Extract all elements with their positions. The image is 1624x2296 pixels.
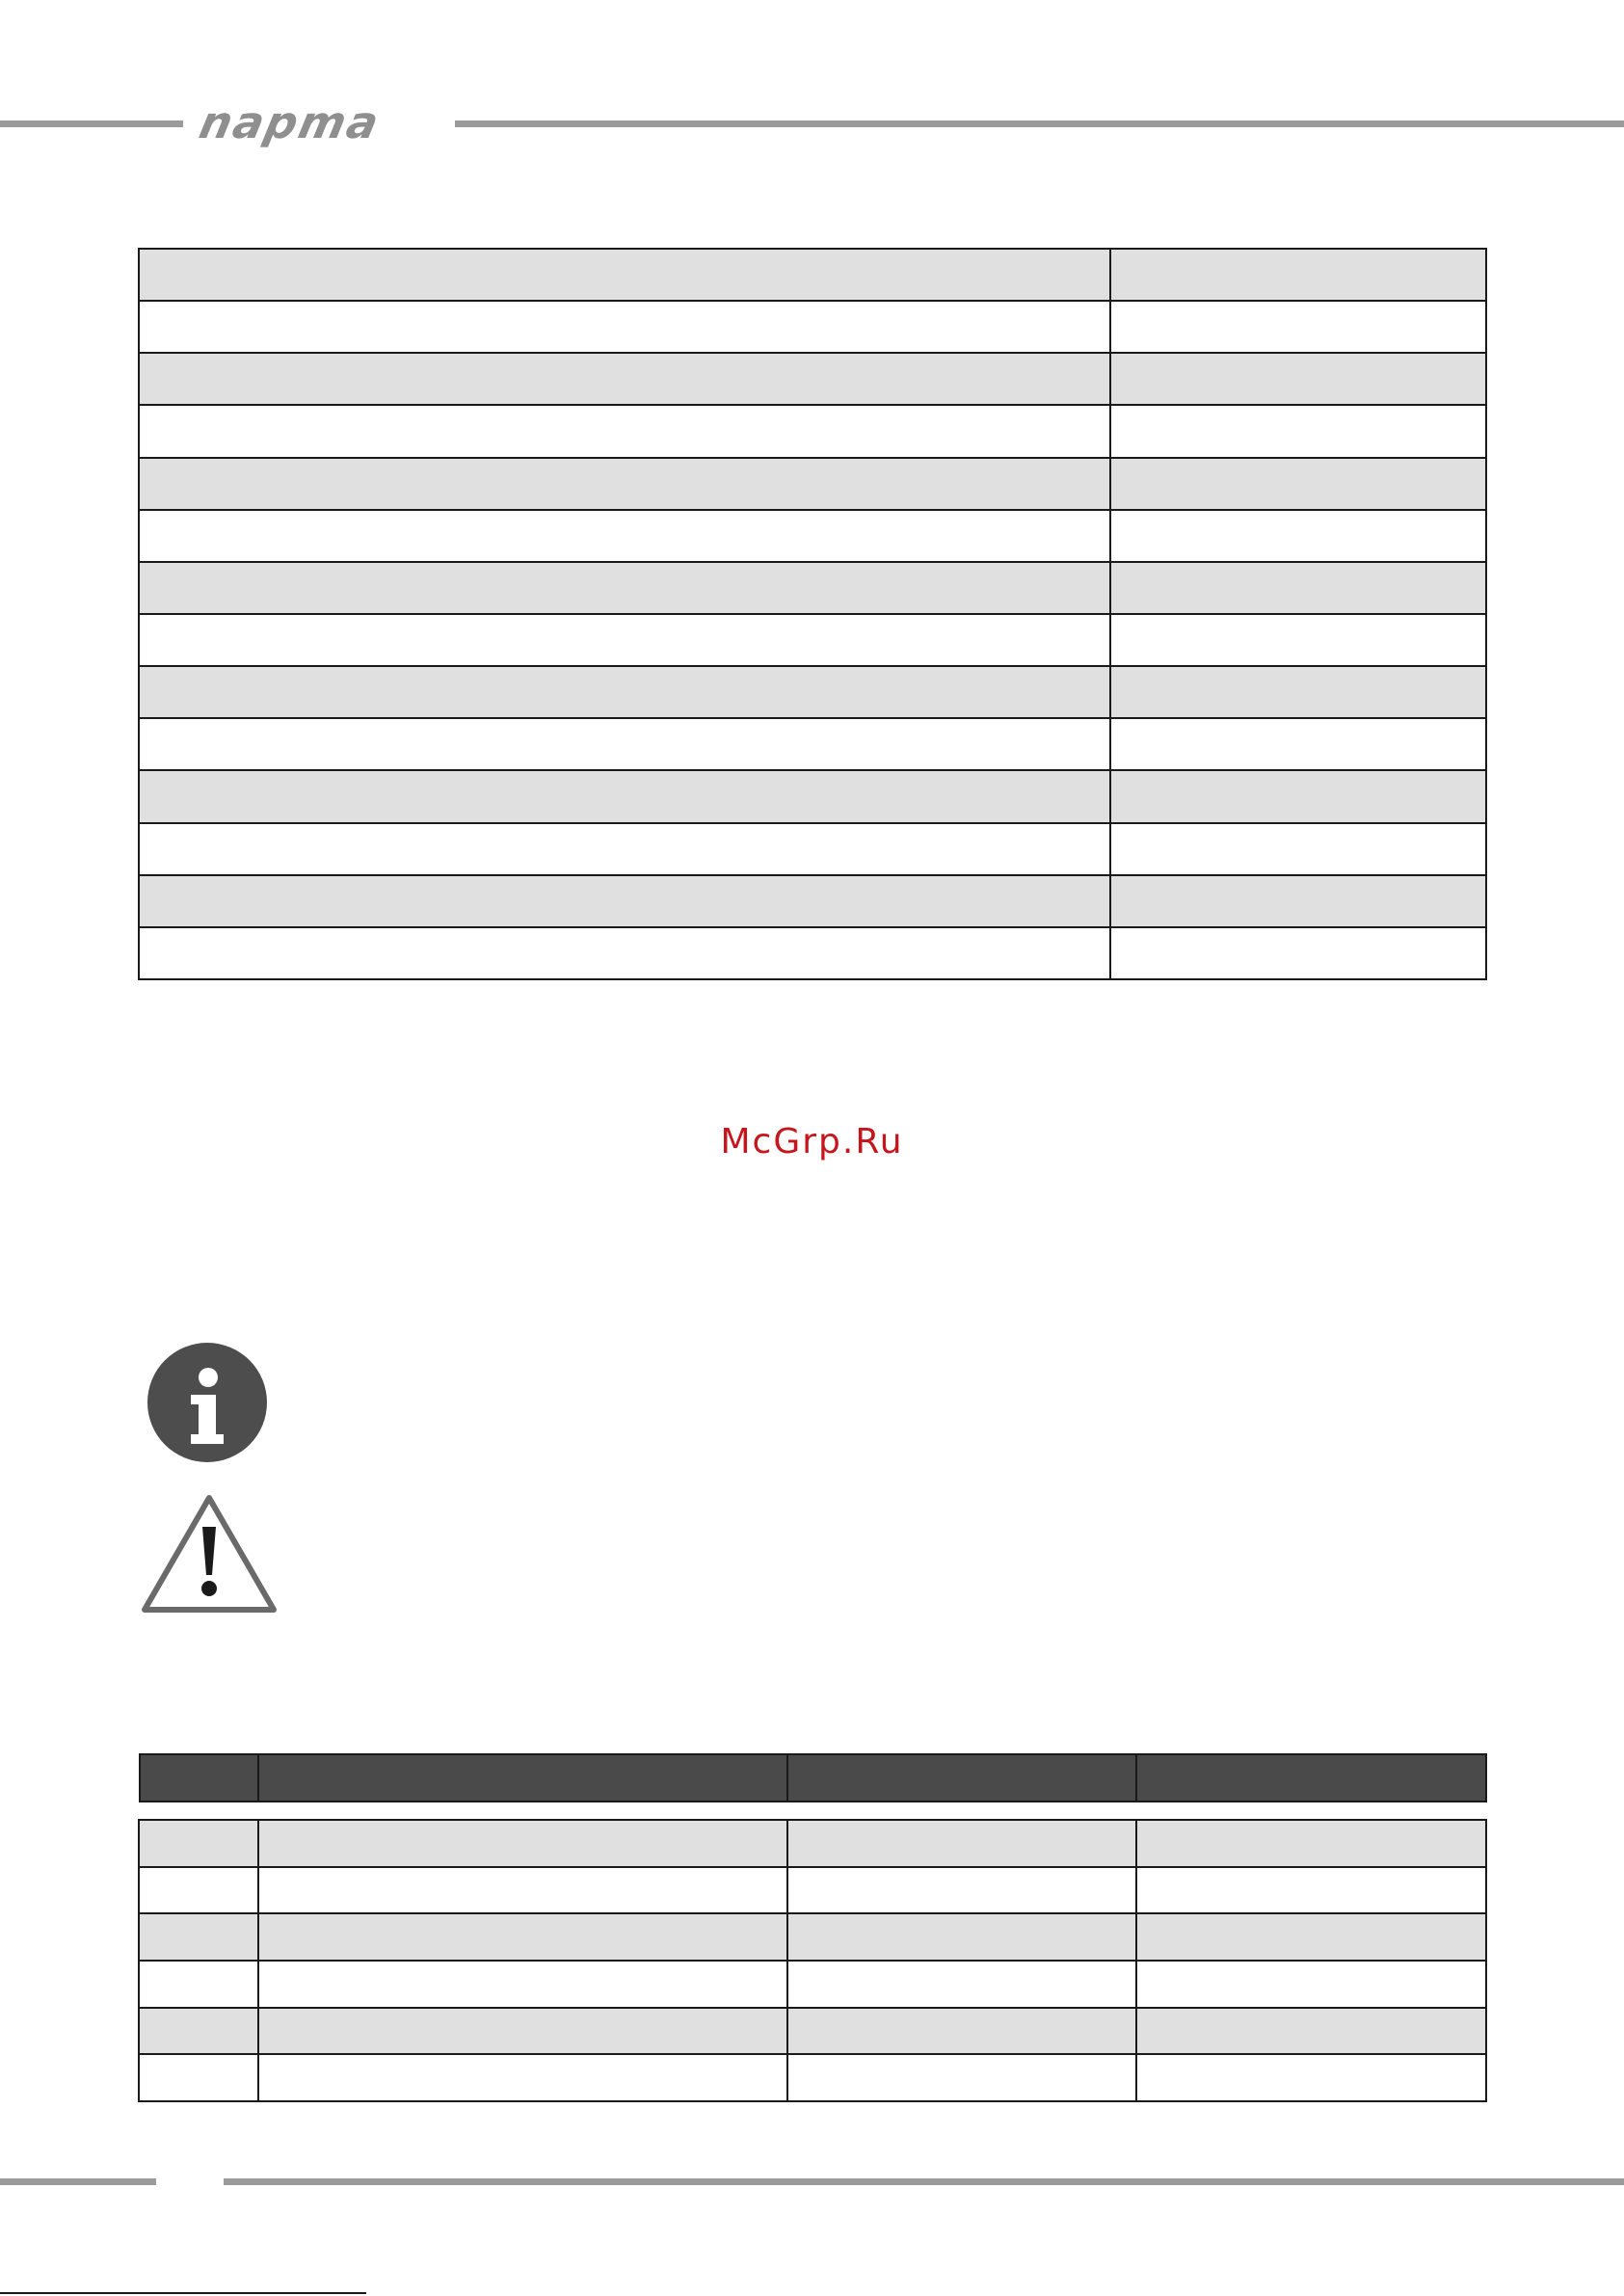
footer-thin-line bbox=[0, 2292, 366, 2294]
table-cell bbox=[139, 875, 1110, 927]
table-header-cell bbox=[1136, 1754, 1486, 1802]
table-cell bbox=[139, 927, 1110, 979]
table-cell bbox=[258, 2008, 787, 2055]
warning-triangle-icon bbox=[139, 1492, 280, 1615]
table-cell bbox=[1136, 1961, 1486, 2008]
table-cell bbox=[139, 562, 1110, 614]
table-row bbox=[139, 353, 1486, 405]
table-cell bbox=[1110, 770, 1486, 822]
table-row bbox=[139, 770, 1486, 822]
table-cell bbox=[1110, 405, 1486, 457]
table-row bbox=[139, 249, 1486, 301]
table-cell bbox=[258, 1867, 787, 1914]
table-row bbox=[139, 614, 1486, 666]
table-row bbox=[139, 1913, 1486, 1961]
table-row bbox=[139, 1961, 1486, 2008]
table-header-cell bbox=[258, 1754, 787, 1802]
table-cell bbox=[787, 2008, 1136, 2055]
table-row bbox=[139, 1820, 1486, 1867]
table-cell bbox=[139, 666, 1110, 718]
table-row bbox=[139, 2008, 1486, 2055]
table-cell bbox=[139, 718, 1110, 770]
table-cell bbox=[258, 1820, 787, 1867]
table-cell bbox=[258, 1913, 787, 1961]
table-cell bbox=[1136, 1820, 1486, 1867]
table-row bbox=[139, 875, 1486, 927]
brand-logo: napma bbox=[195, 96, 386, 148]
table-cell bbox=[258, 2054, 787, 2101]
table-cell bbox=[787, 1867, 1136, 1914]
table-row bbox=[139, 562, 1486, 614]
table-cell bbox=[1110, 614, 1486, 666]
table-cell bbox=[139, 405, 1110, 457]
table-row bbox=[139, 718, 1486, 770]
table-row bbox=[139, 405, 1486, 457]
table-row bbox=[139, 927, 1486, 979]
table-row bbox=[139, 301, 1486, 353]
table-cell bbox=[139, 2008, 258, 2055]
table-cell bbox=[139, 353, 1110, 405]
table-cell bbox=[1136, 2008, 1486, 2055]
header-rule-left bbox=[0, 120, 183, 127]
table-cell bbox=[787, 1820, 1136, 1867]
table-cell bbox=[787, 1961, 1136, 2008]
table-row bbox=[139, 1867, 1486, 1914]
data-table bbox=[138, 1819, 1487, 2102]
table-cell bbox=[139, 458, 1110, 510]
table-cell bbox=[139, 1820, 258, 1867]
watermark-text: McGrp.Ru bbox=[720, 1122, 904, 1161]
table-row bbox=[139, 2054, 1486, 2101]
table-header-cell bbox=[140, 1754, 258, 1802]
table-cell bbox=[1110, 249, 1486, 301]
table-cell bbox=[1110, 718, 1486, 770]
table-cell bbox=[139, 1913, 258, 1961]
table-cell bbox=[139, 1961, 258, 2008]
table-header-row bbox=[139, 1753, 1487, 1802]
table-cell bbox=[139, 823, 1110, 875]
spec-table bbox=[138, 248, 1487, 980]
table-cell bbox=[1136, 1913, 1486, 1961]
table-cell bbox=[1110, 301, 1486, 353]
table-cell bbox=[1110, 458, 1486, 510]
table-cell bbox=[139, 301, 1110, 353]
table-cell bbox=[139, 510, 1110, 562]
table-header-cell bbox=[787, 1754, 1136, 1802]
table-cell bbox=[139, 614, 1110, 666]
footer-rule-right bbox=[224, 2178, 1624, 2185]
table-cell bbox=[787, 1913, 1136, 1961]
table-cell bbox=[1110, 353, 1486, 405]
table-cell bbox=[258, 1961, 787, 2008]
table-cell bbox=[1110, 875, 1486, 927]
table-cell bbox=[139, 249, 1110, 301]
table-row bbox=[139, 458, 1486, 510]
table-cell bbox=[1110, 562, 1486, 614]
table-row bbox=[139, 666, 1486, 718]
table-cell bbox=[1110, 666, 1486, 718]
table-row bbox=[139, 510, 1486, 562]
table-cell bbox=[1110, 510, 1486, 562]
table-cell bbox=[1110, 927, 1486, 979]
table-cell bbox=[787, 2054, 1136, 2101]
table-cell bbox=[1136, 1867, 1486, 1914]
table-row bbox=[139, 823, 1486, 875]
info-icon bbox=[146, 1342, 268, 1463]
header-rule-right bbox=[455, 120, 1624, 127]
table-cell bbox=[1110, 823, 1486, 875]
table-cell bbox=[1136, 2054, 1486, 2101]
table-cell bbox=[139, 2054, 258, 2101]
table-cell bbox=[139, 1867, 258, 1914]
footer-rule-left bbox=[0, 2178, 156, 2185]
table-cell bbox=[139, 770, 1110, 822]
